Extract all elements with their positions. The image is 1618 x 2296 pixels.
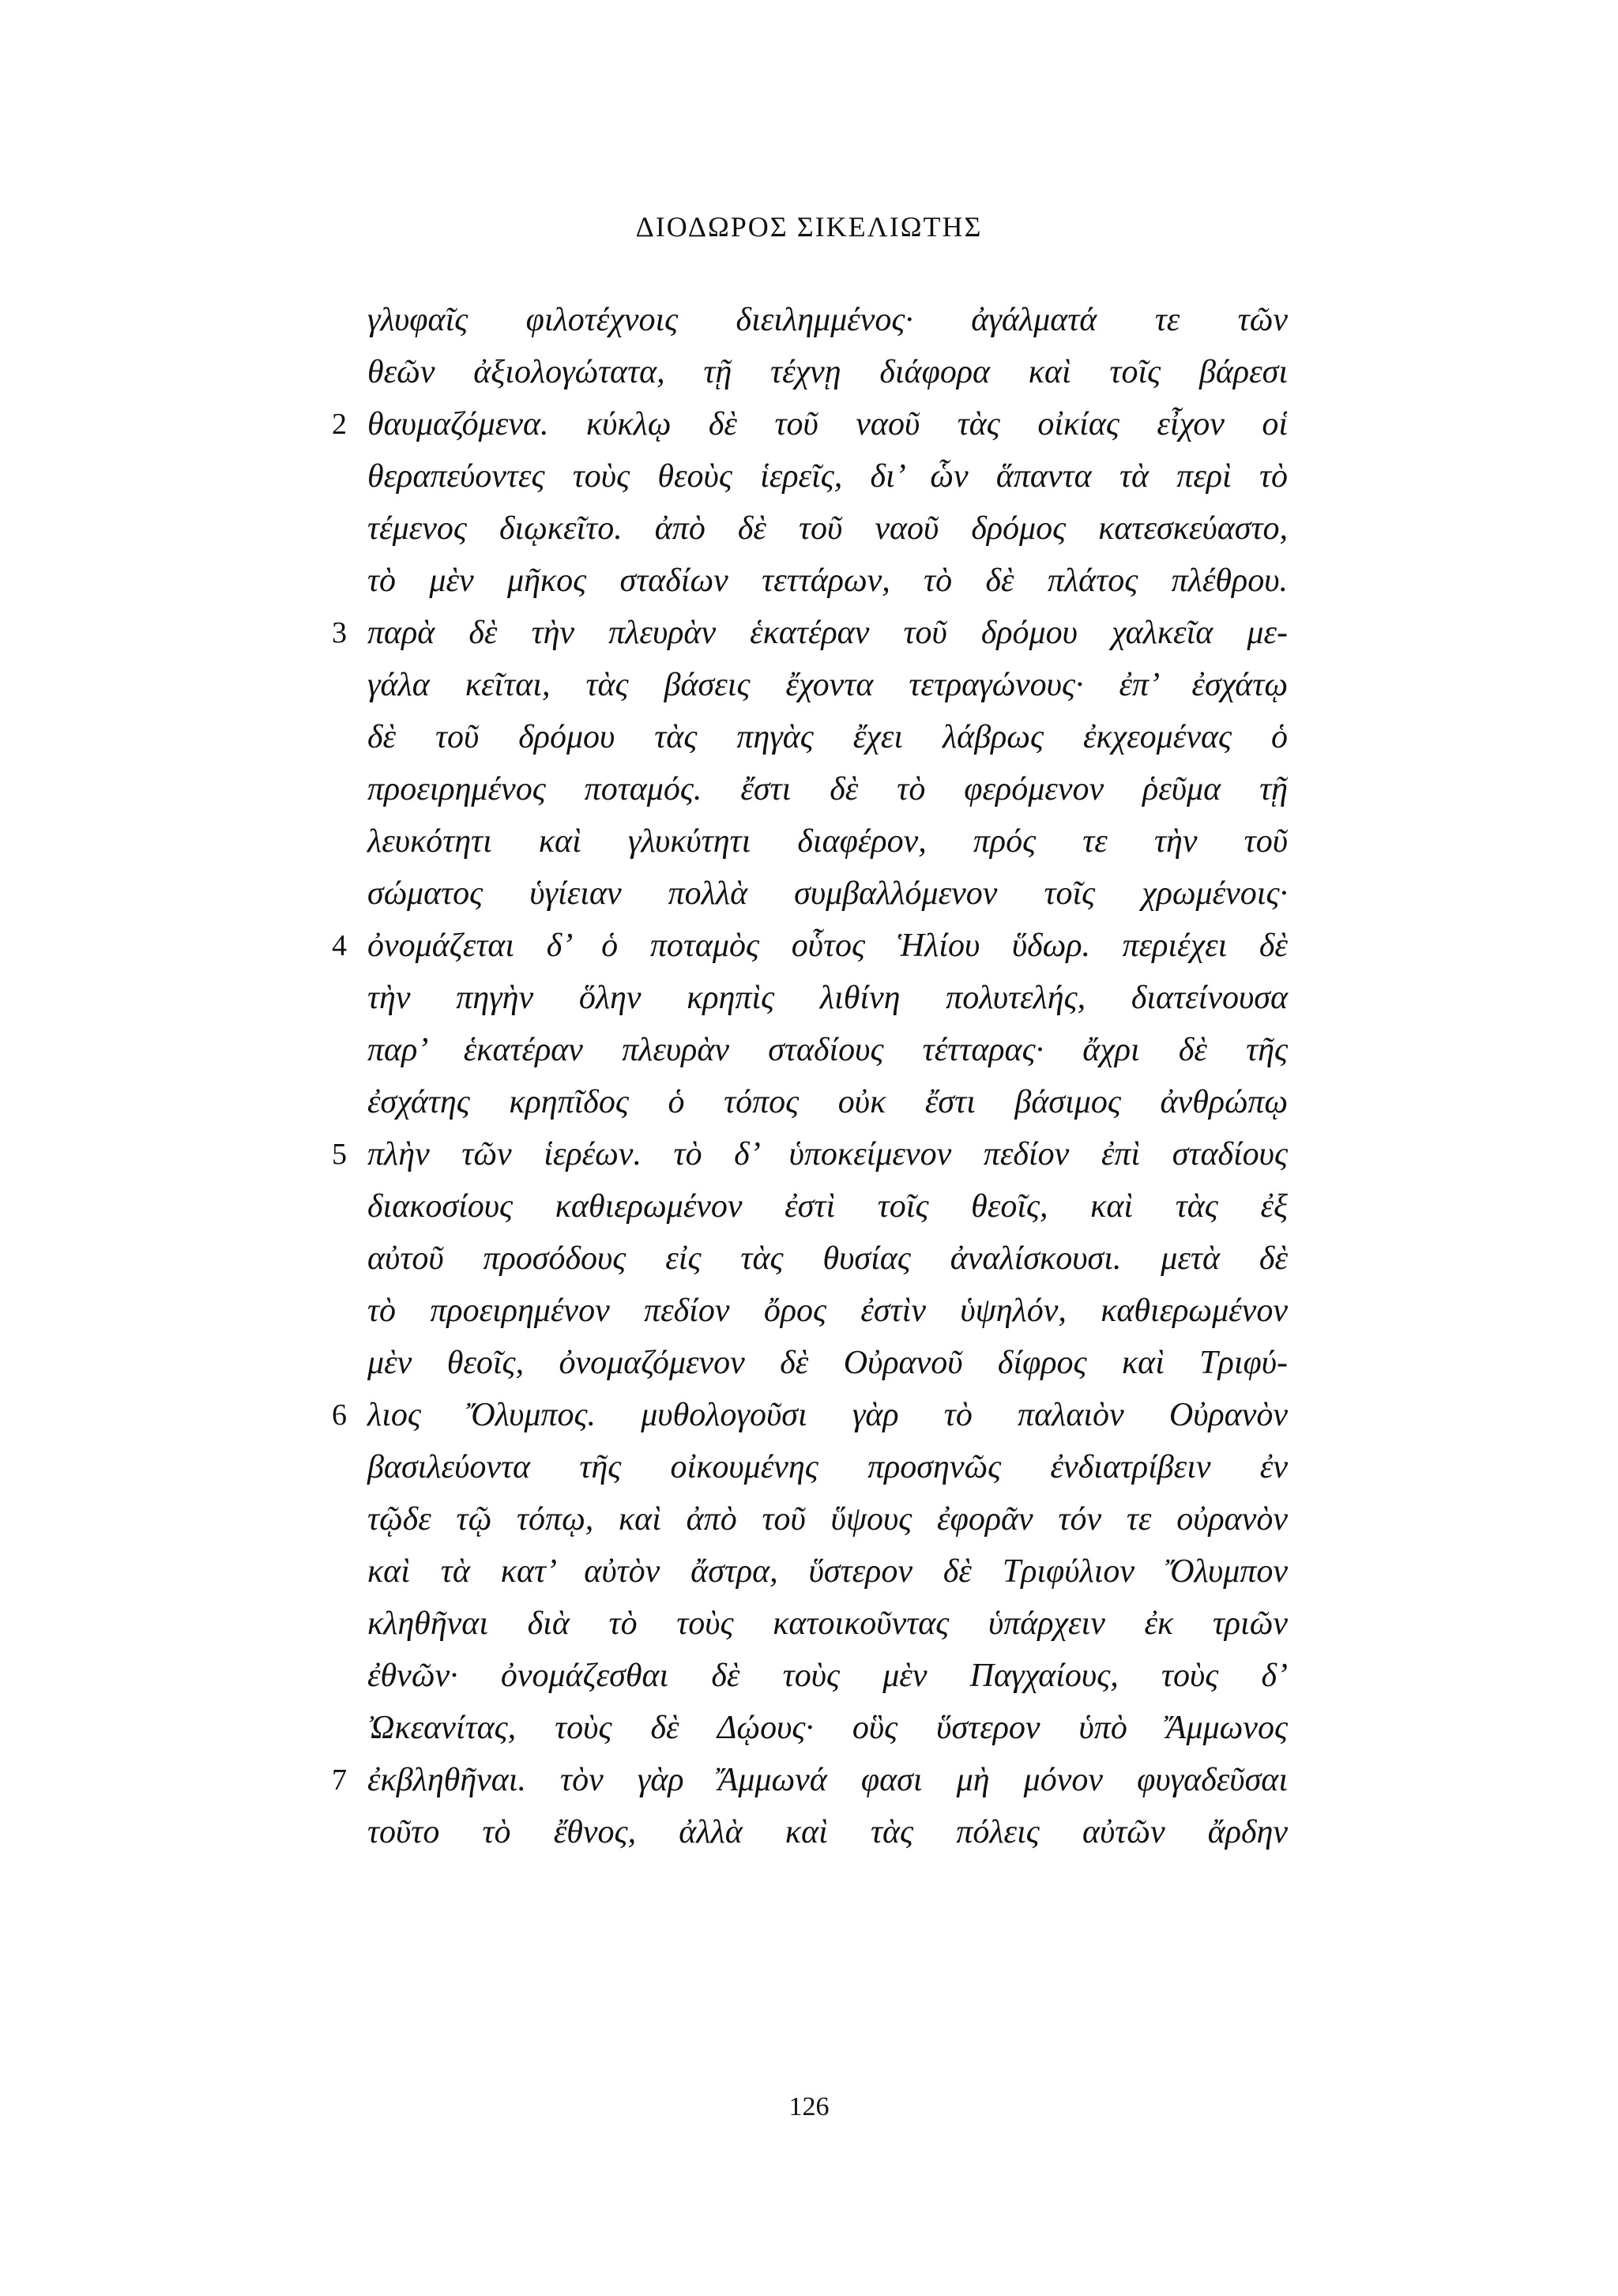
line-text: κληθῆναι διὰ τὸ τοὺς κατοικοῦντας ὑπάρχειν ἐκ τριῶν	[367, 1605, 1288, 1642]
line-text: γλυφαῖς φιλοτέχνοις διειλημμένος· ἀγάλματά τε τῶν	[367, 302, 1288, 338]
line-text: θεῶν ἀξιολογώτατα, τῇ τέχνῃ διάφορα καὶ τοῖς βάρεσι	[367, 354, 1288, 390]
running-title: ΔΙΟΔΩΡΟΣ ΣΙΚΕΛΙΩΤΗΣ	[635, 211, 983, 243]
line-text: ἐκβληθῆναι. τὸν γὰρ Ἄμμωνά φασι μὴ μόνον φυγαδεῦσαι	[367, 1762, 1288, 1798]
line-text: γάλα κεῖται, τὰς βάσεις ἔχοντα τετραγώνους· ἐπ’ ἐσχάτῳ	[367, 667, 1288, 703]
line-text: τὸ μὲν μῆκος σταδίων τεττάρων, τὸ δὲ πλάτος πλέθρου.	[367, 563, 1288, 599]
line-text: σώματος ὑγίειαν πολλὰ συμβαλλόμενον τοῖς χρωμένοις·	[367, 875, 1288, 912]
body-text	[332, 294, 1288, 1858]
text-line	[367, 1233, 1288, 1285]
section-number: 7	[332, 1763, 347, 1797]
section-number: 6	[332, 1398, 347, 1432]
text-line	[367, 763, 1288, 815]
text-line	[332, 398, 1288, 450]
text-line	[367, 868, 1288, 920]
text-line	[367, 1180, 1288, 1233]
text-line	[367, 972, 1288, 1024]
section-number: 3	[332, 616, 347, 649]
line-text: ἐσχάτης κρηπῖδος ὁ τόπος οὐκ ἔστι βάσιμος ἀνθρώπῳ	[367, 1084, 1288, 1120]
section-number: 2	[332, 408, 347, 441]
text-line	[367, 294, 1288, 346]
line-text: μὲν θεοῖς, ὀνομαζόμενον δὲ Οὐρανοῦ δίφρος καὶ Τριφύ-	[367, 1345, 1288, 1381]
text-line	[332, 1754, 1288, 1806]
line-text: προειρημένος ποταμός. ἔστι δὲ τὸ φερόμενον ῥεῦμα τῇ	[367, 771, 1288, 807]
line-text: λιος Ὄλυμπος. μυθολογοῦσι γὰρ τὸ παλαιὸν Οὐρανὸν	[367, 1397, 1288, 1433]
line-text: ὀνομάζεται δ’ ὁ ποταμὸς οὗτος Ἡλίου ὕδωρ. περιέχει δὲ	[367, 928, 1288, 964]
text-line	[367, 1598, 1288, 1650]
line-text: ἐθνῶν· ὀνομάζεσθαι δὲ τοὺς μὲν Παγχαίους, τοὺς δ’	[367, 1658, 1288, 1694]
text-line	[367, 711, 1288, 763]
text-line	[332, 920, 1288, 972]
text-line	[367, 555, 1288, 607]
text-line	[367, 1702, 1288, 1754]
text-line	[367, 815, 1288, 868]
line-text: διακοσίους καθιερωμένον ἐστὶ τοῖς θεοῖς, καὶ τὰς ἐξ	[367, 1188, 1288, 1225]
line-text: παρ’ ἑκατέραν πλευρὰν σταδίους τέτταρας· ἄχρι δὲ τῆς	[367, 1032, 1288, 1068]
line-text: θεραπεύοντες τοὺς θεοὺς ἱερεῖς, δι’ ὧν ἅπαντα τὰ περὶ τὸ	[367, 458, 1288, 495]
page-number: 126	[788, 2092, 830, 2121]
text-line	[367, 1650, 1288, 1702]
line-text: καὶ τὰ κατ’ αὐτὸν ἄστρα, ὕστερον δὲ Τριφύλιον Ὄλυμπον	[367, 1553, 1288, 1590]
text-line	[367, 346, 1288, 398]
line-text: τὴν πηγὴν ὅλην κρηπὶς λιθίνη πολυτελής, διατείνουσα	[367, 980, 1288, 1016]
line-text: τὸ προειρημένον πεδίον ὄρος ἐστὶν ὑψηλόν, καθιερωμένον	[367, 1293, 1288, 1329]
line-text: βασιλεύοντα τῆς οἰκουμένης προσηνῶς ἐνδιατρίβειν ἐν	[367, 1449, 1288, 1485]
text-line	[367, 1806, 1288, 1858]
line-text: αὐτοῦ προσόδους εἰς τὰς θυσίας ἀναλίσκουσι. μετὰ δὲ	[367, 1240, 1288, 1277]
line-text: θαυμαζόμενα. κύκλῳ δὲ τοῦ ναοῦ τὰς οἰκίας εἶχον οἱ	[367, 406, 1288, 442]
line-text: τῷδε τῷ τόπῳ, καὶ ἀπὸ τοῦ ὕψους ἐφορᾶν τόν τε οὐρανὸν	[367, 1501, 1288, 1538]
text-line	[367, 1024, 1288, 1076]
section-number: 5	[332, 1138, 347, 1171]
text-line	[332, 1128, 1288, 1180]
line-text: παρὰ δὲ τὴν πλευρὰν ἑκατέραν τοῦ δρόμου χαλκεῖα με-	[367, 615, 1288, 651]
line-text: Ὠκεανίτας, τοὺς δὲ Δῴους· οὓς ὕστερον ὑπὸ Ἄμμωνος	[367, 1710, 1288, 1746]
line-text: πλὴν τῶν ἱερέων. τὸ δ’ ὑποκείμενον πεδίον ἐπὶ σταδίους	[367, 1136, 1288, 1172]
line-text: τέμενος διῳκεῖτο. ἀπὸ δὲ τοῦ ναοῦ δρόμος κατεσκεύαστο,	[367, 510, 1288, 547]
line-text: λευκότητι καὶ γλυκύτητι διαφέρον, πρός τε τὴν τοῦ	[367, 823, 1288, 860]
text-line	[367, 1493, 1288, 1545]
text-line	[367, 450, 1288, 502]
text-line	[332, 607, 1288, 659]
text-line	[332, 1389, 1288, 1441]
text-line	[367, 1076, 1288, 1128]
text-line	[367, 1337, 1288, 1389]
text-line	[367, 1545, 1288, 1598]
text-line	[367, 659, 1288, 711]
text-line	[367, 1441, 1288, 1493]
section-number: 4	[332, 929, 347, 962]
text-line	[367, 502, 1288, 555]
line-text: δὲ τοῦ δρόμου τὰς πηγὰς ἔχει λάβρως ἐκχεομένας ὁ	[367, 719, 1288, 755]
text-line	[367, 1285, 1288, 1337]
line-text: τοῦτο τὸ ἔθνος, ἀλλὰ καὶ τὰς πόλεις αὐτῶν ἄρδην	[367, 1814, 1288, 1850]
